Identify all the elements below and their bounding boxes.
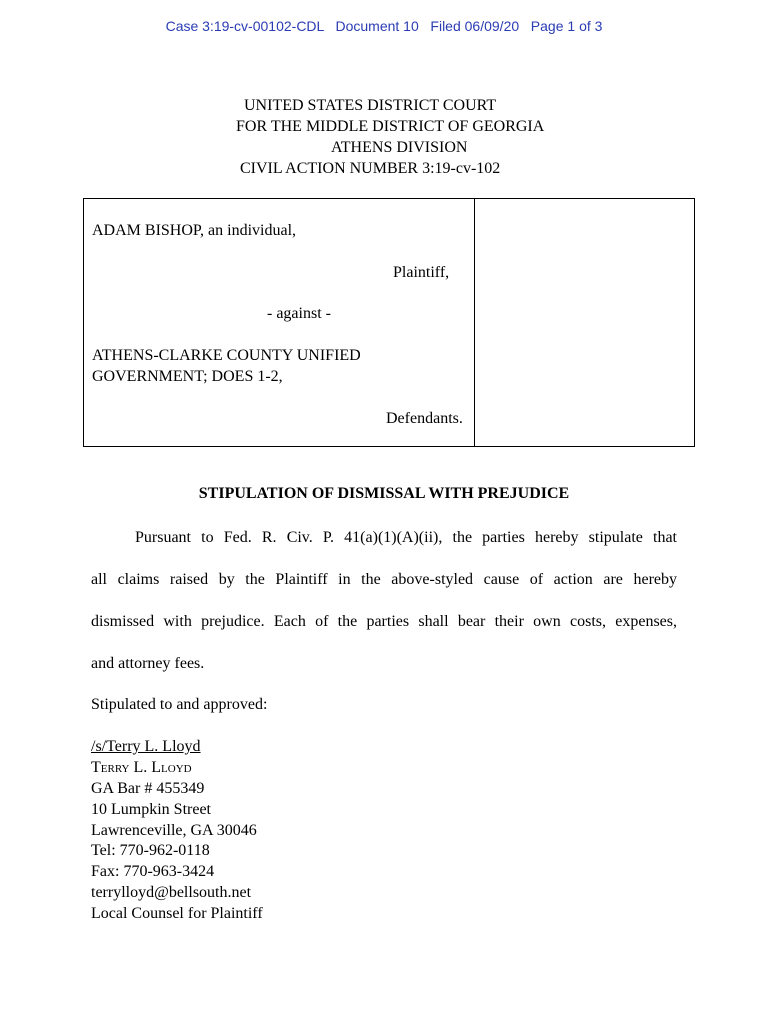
attorney-name: Terry L. Lloyd — [91, 759, 192, 776]
fax: Fax: 770-963-3424 — [91, 863, 215, 880]
caption-divider — [474, 199, 475, 446]
body-line-2: all claims raised by the Plaintiff in the above-styled cause of action are hereby — [91, 571, 677, 588]
stipulated-approved: Stipulated to and approved: — [91, 696, 268, 713]
against-label: - against - — [267, 305, 331, 322]
document-title: STIPULATION OF DISMISSAL WITH PREJUDICE — [198, 485, 570, 502]
body-line-1: Pursuant to Fed. R. Civ. P. 41(a)(1)(A)(ii), the parties hereby stipulate that — [135, 529, 677, 546]
plaintiff-name: ADAM BISHOP, an individual, — [92, 222, 297, 239]
defendant-name-line1: ATHENS-CLARKE COUNTY UNIFIED — [92, 347, 361, 364]
city-state-zip: Lawrenceville, GA 30046 — [91, 822, 257, 839]
defendants-label: Defendants. — [386, 410, 463, 427]
email-address: terrylloyd@bellsouth.net — [91, 884, 252, 901]
body-line-3: dismissed with prejudice. Each of the parties shall bear their own costs, expenses, — [91, 613, 677, 630]
court-district: FOR THE MIDDLE DISTRICT OF GEORGIA — [236, 118, 545, 135]
court-name: UNITED STATES DISTRICT COURT — [244, 97, 497, 114]
case-header: Case 3:19-cv-00102-CDL Document 10 Filed 06/09/20 Page 1 of 3 — [165, 18, 603, 34]
counsel-role: Local Counsel for Plaintiff — [91, 905, 263, 922]
defendant-name-line2: GOVERNMENT; DOES 1-2, — [92, 368, 283, 385]
court-division: ATHENS DIVISION — [331, 139, 468, 156]
case-caption-box — [83, 198, 695, 447]
civil-action-number: CIVIL ACTION NUMBER 3:19-cv-102 — [240, 160, 501, 177]
telephone: Tel: 770-962-0118 — [91, 842, 210, 859]
bar-number: GA Bar # 455349 — [91, 780, 205, 797]
body-line-4: and attorney fees. — [91, 655, 205, 672]
street-address: 10 Lumpkin Street — [91, 801, 211, 818]
plaintiff-label: Plaintiff, — [393, 264, 450, 281]
electronic-signature: /s/Terry L. Lloyd — [91, 738, 201, 755]
